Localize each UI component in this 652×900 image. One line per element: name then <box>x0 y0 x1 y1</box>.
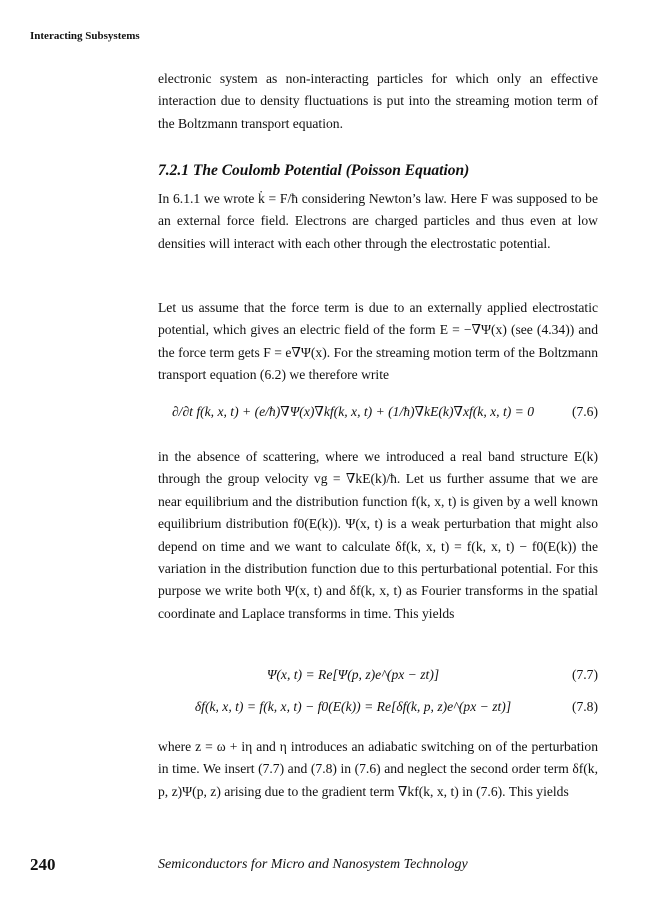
equation-number: (7.7) <box>571 667 598 682</box>
paragraph-5: where z = ω + iη and η introduces an adiabatic switching on of the perturbation in time. We insert (7.7) and (7.8) in (7.6) and neglect the second order term δf(k, p, z)Ψ(p, z) arising due to the gradient term ∇kf(k, x, t) in (7.6). This yields <box>158 739 598 799</box>
equation-number: (7.6) <box>571 404 598 419</box>
equation-7-8-body: δf(k, x, t) = f(k, x, t) − f0(E(k)) = Re[δf(k, p, z)e^(px − zt)] <box>194 699 512 714</box>
section-heading: 7.2.1 The Coulomb Potential (Poisson Equation) <box>158 162 470 179</box>
equation-7-7 <box>158 667 598 691</box>
equation-7-6 <box>158 404 598 428</box>
equation-number: (7.8) <box>571 699 598 714</box>
paragraph-2: In 6.1.1 we wrote k̇ = F/ħ considering Newton’s law. Here F was supposed to be an external force field. Electrons are charged particles and thus even at low densities will interact with each other through the electrostatic potential. <box>158 191 598 251</box>
equation-7-6-body: ∂/∂t f(k, x, t) + (e/ħ)∇Ψ(x)∇kf(k, x, t) + (1/ħ)∇kE(k)∇xf(k, x, t) = 0 <box>171 404 535 419</box>
paragraph-1: electronic system as non-interacting particles for which only an effective interaction due to density fluctuations is put into the streaming motion term of the Boltzmann transport equation. <box>158 71 598 131</box>
equation-7-7-body: Ψ(x, t) = Re[Ψ(p, z)e^(px − zt)] <box>266 667 440 682</box>
paragraph-3: Let us assume that the force term is due to an externally applied electrostatic potential, which gives an electric field of the form E = −∇Ψ(x) (see (4.34)) and the force term gets F = e∇Ψ(x). For the streaming motion term of the Boltzmann transport equation (6.2) we therefore write <box>158 300 598 383</box>
paragraph-4: in the absence of scattering, where we introduced a real band structure E(k) through the group velocity vg = ∇kE(k)/ħ. Let us further assume that we are near equilibrium and the distribution function f(k, x, t) is given by a well known equilibrium distribution f0(E(k)). Ψ(x, t) is a weak perturbation that might also depend on time and we want to calculate δf(k, x, t) = f(k, x, t) − f0(E(k)) the variation in the distribution function due to this perturbational potential. For this purpose we write both Ψ(x, t) and δf(k, x, t) as Fourier transforms in the spatial coordinate and Laplace transforms in time. This yields <box>158 449 598 621</box>
running-header: Interacting Subsystems <box>30 30 140 42</box>
equation-7-8 <box>158 699 598 723</box>
page-number: 240 <box>30 855 56 874</box>
book-title: Semiconductors for Micro and Nanosystem Technology <box>158 857 468 872</box>
